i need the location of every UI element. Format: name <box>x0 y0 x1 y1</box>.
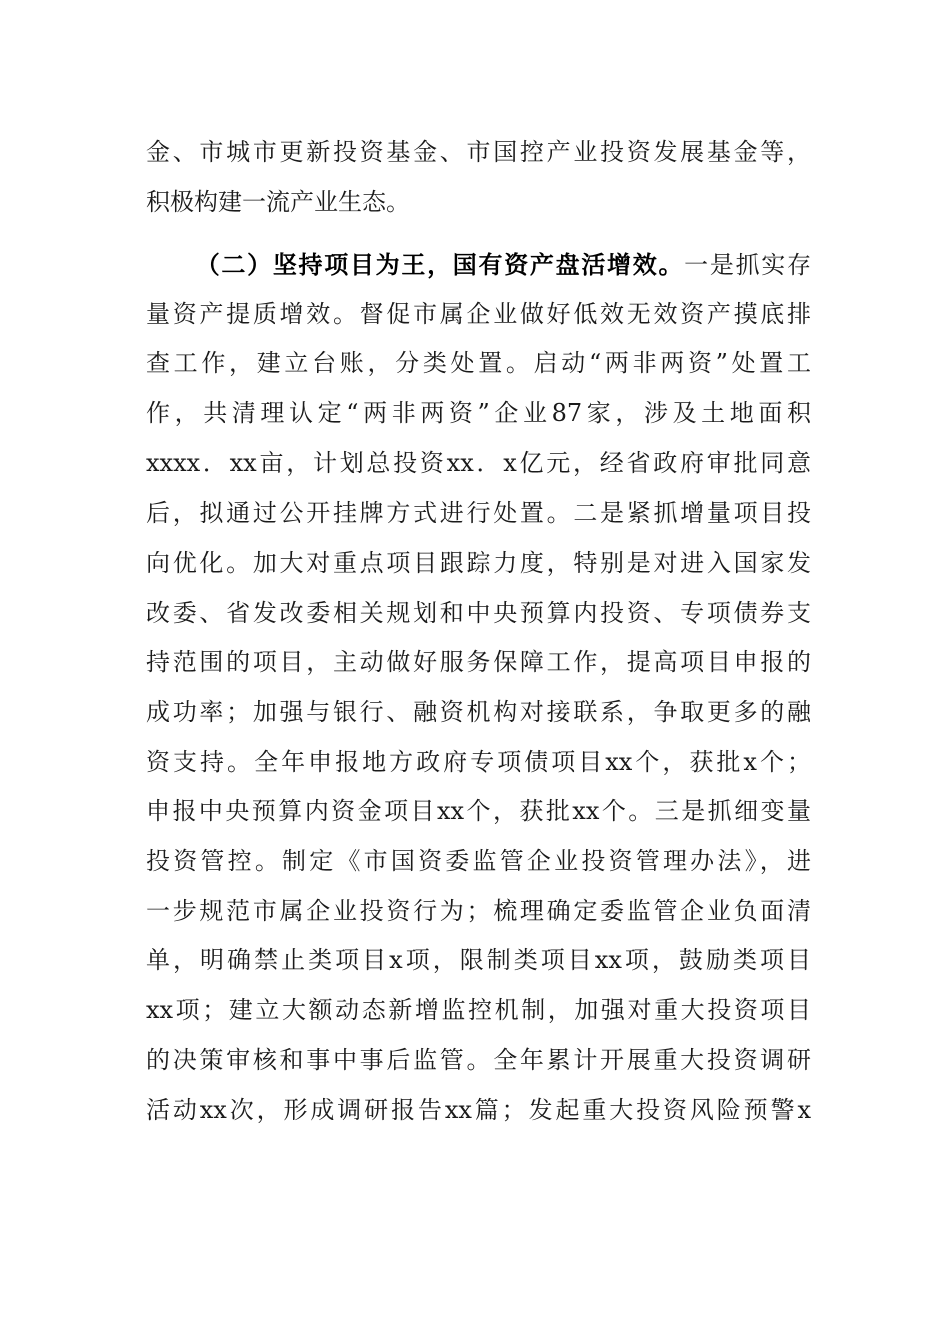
paragraph-2-line-10: 成功率；加强与银行、融资机构对接联系，争取更多的融 <box>146 698 811 726</box>
paragraph-2-line-11: 资支持。全年申报地方政府专项债项目xx个，获批x个； <box>146 748 811 776</box>
paragraph-2-line-13: 投资管控。制定《市国资委监管企业投资管理办法》，进 <box>146 847 811 875</box>
paragraph-2-line-6: 后，拟通过公开挂牌方式进行处置。二是紧抓增量项目投 <box>146 499 811 527</box>
paragraph-2-line-3: 查工作，建立台账，分类处置。启动“两非两资”处置工 <box>146 349 811 377</box>
paragraph-2-line-4: 作，共清理认定“两非两资”企业87家，涉及土地面积 <box>146 399 811 427</box>
paragraph-2-line-2: 量资产提质增效。督促市属企业做好低效无效资产摸底排 <box>146 300 811 328</box>
paragraph-2-line-18: 活动xx次，形成调研报告xx篇；发起重大投资风险预警x <box>146 1096 811 1124</box>
paragraph-1-line-1: 金、市城市更新投资基金、市国控产业投资发展基金等， <box>146 138 811 166</box>
paragraph-2-line-7: 向优化。加大对重点项目跟踪力度，特别是对进入国家发 <box>146 549 811 577</box>
paragraph-2-line-1-rest: 一是抓实存 <box>684 251 812 279</box>
paragraph-1-line-2: 积极构建一流产业生态。 <box>146 188 410 216</box>
paragraph-2-line-17: 的决策审核和事中事后监管。全年累计开展重大投资调研 <box>146 1046 811 1074</box>
paragraph-2-line-12: 申报中央预算内资金项目xx个，获批xx个。三是抓细变量 <box>146 797 811 825</box>
paragraph-2-line-5: xxxx．xx亩，计划总投资xx．x亿元，经省政府审批同意 <box>146 449 811 477</box>
paragraph-2-line-15: 单，明确禁止类项目x项，限制类项目xx项，鼓励类项目 <box>146 946 811 974</box>
paragraph-2-line-16: xx项；建立大额动态新增监控机制，加强对重大投资项目 <box>146 996 811 1024</box>
paragraph-2-line-9: 持范围的项目，主动做好服务保障工作，提高项目申报的 <box>146 648 811 676</box>
paragraph-2-line-1 <box>146 240 811 290</box>
paragraph-2-line-8: 改委、省发改委相关规划和中央预算内投资、专项债券支 <box>146 599 811 627</box>
paragraph-2-line-14: 一步规范市属企业投资行为；梳理确定委监管企业负面清 <box>146 897 811 925</box>
section-heading: （二）坚持项目为王，国有资产盘活增效。 <box>194 251 685 279</box>
